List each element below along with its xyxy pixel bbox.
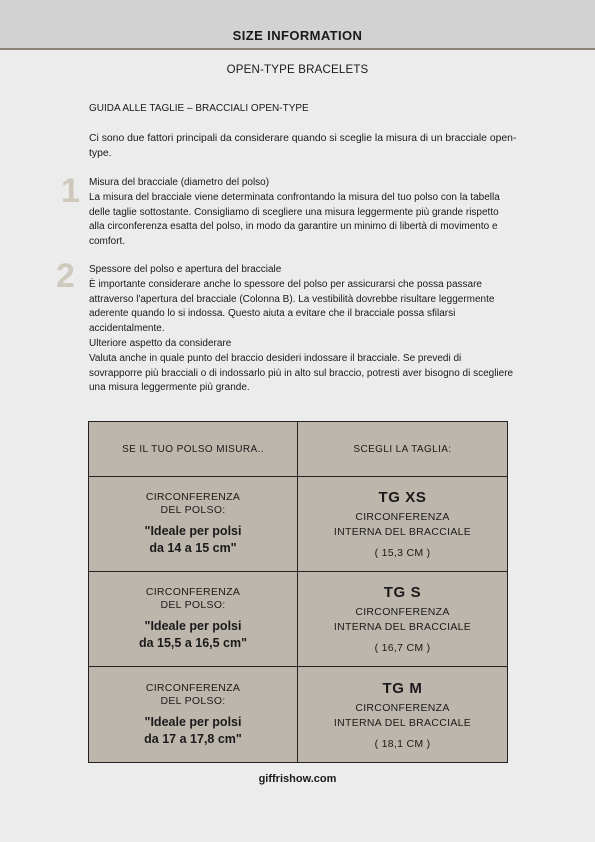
ideal-range-line1: "Ideale per polsi (144, 524, 242, 538)
inner-circ-label: CIRCONFERENZA (355, 511, 450, 523)
inner-circ-label: CIRCONFERENZA (355, 701, 450, 714)
guide-heading: GUIDA ALLE TAGLIE – BRACCIALI OPEN-TYPE (89, 103, 309, 114)
wrist-circ-label-2: DEL POLSO: (160, 599, 226, 611)
table-row-m-size (298, 667, 507, 762)
header-bar (0, 0, 595, 50)
intro-paragraph: Ci sono due fattori principali da considerare quando si sceglie la misura di un bracciale open-type. (89, 133, 517, 159)
extra-consideration-text: Valuta anche in quale punto del braccio desideri indossare il bracciale. Se prevedi di sovrapporre più bracciali o di indossarlo più in alto sul braccio, potresti aver bisogno di scegliere una misura leggermente più grande. (89, 352, 514, 394)
step-1-title: Misura del bracciale (diametro del polso) (89, 177, 270, 188)
size-table (88, 421, 508, 763)
size-label: TG XS (378, 489, 427, 506)
step-2 (89, 263, 514, 396)
page-subtitle: OPEN-TYPE BRACELETS (226, 64, 369, 76)
inner-circ-label-2: INTERNA DEL BRACCIALE (333, 526, 472, 538)
inner-measure: ( 18,1 CM ) (374, 737, 431, 750)
ideal-range-line1: "Ideale per polsi (144, 619, 242, 633)
size-label: TG M (382, 679, 423, 697)
size-label: TG S (383, 584, 422, 601)
page-title: SIZE INFORMATION (232, 27, 363, 43)
table-row-s-wrist (89, 572, 298, 667)
step-number-2: 2 (56, 257, 75, 295)
ideal-range-line2: da 14 a 15 cm" (149, 541, 237, 555)
extra-consideration-title: Ulteriore aspetto da considerare (89, 337, 232, 349)
step-1-text: La misura del bracciale viene determinata confrontando la misura del tuo polso con la tabella delle taglie sottostante. Consigliamo di scegliere una misura leggermente più grande rispetto alla circonferenza esatta del polso, in modo da garantire un minimo di libertà di movimento e comfort. (89, 191, 500, 248)
wrist-circ-label: CIRCONFERENZA (145, 681, 241, 694)
inner-measure: ( 16,7 CM ) (374, 642, 431, 654)
wrist-circ-label: CIRCONFERENZA (145, 586, 241, 598)
table-header-size: SCEGLI LA TAGLIA: (298, 422, 507, 477)
footer-website-link[interactable]: giffrishow.com (258, 773, 337, 785)
inner-measure: ( 15,3 CM ) (374, 547, 431, 559)
table-row-m-wrist (89, 667, 298, 762)
table-row-xs-size (298, 477, 507, 572)
inner-circ-label-2: INTERNA DEL BRACCIALE (333, 621, 472, 633)
table-row-xs-wrist (89, 477, 298, 572)
step-number-1: 1 (61, 172, 80, 210)
inner-circ-label-2: INTERNA DEL BRACCIALE (333, 716, 472, 729)
table-row-s-size (298, 572, 507, 667)
ideal-range-line2: da 15,5 a 16,5 cm" (138, 636, 248, 650)
step-2-text: È importante considerare anche lo spessore del polso per assicurarsi che possa passare attraverso l'apertura del bracciale (Colonna B). La vestibilità dovrebbe risultare leggermente aderente quando lo si indossa. Questo aiuta a evitare che il bracciale possa sfilarsi accidentalmente. (89, 278, 495, 335)
table-header-wrist: SE IL TUO POLSO MISURA.. (89, 422, 298, 477)
inner-circ-label: CIRCONFERENZA (355, 606, 450, 618)
wrist-circ-label: CIRCONFERENZA (145, 491, 241, 503)
step-1 (89, 176, 514, 250)
wrist-circ-label-2: DEL POLSO: (160, 694, 226, 707)
step-2-title: Spessore del polso e apertura del bracciale (89, 264, 282, 275)
ideal-range-line1: "Ideale per polsi (144, 714, 242, 729)
ideal-range-line2: da 17 a 17,8 cm" (144, 731, 242, 746)
wrist-circ-label-2: DEL POLSO: (160, 504, 226, 516)
